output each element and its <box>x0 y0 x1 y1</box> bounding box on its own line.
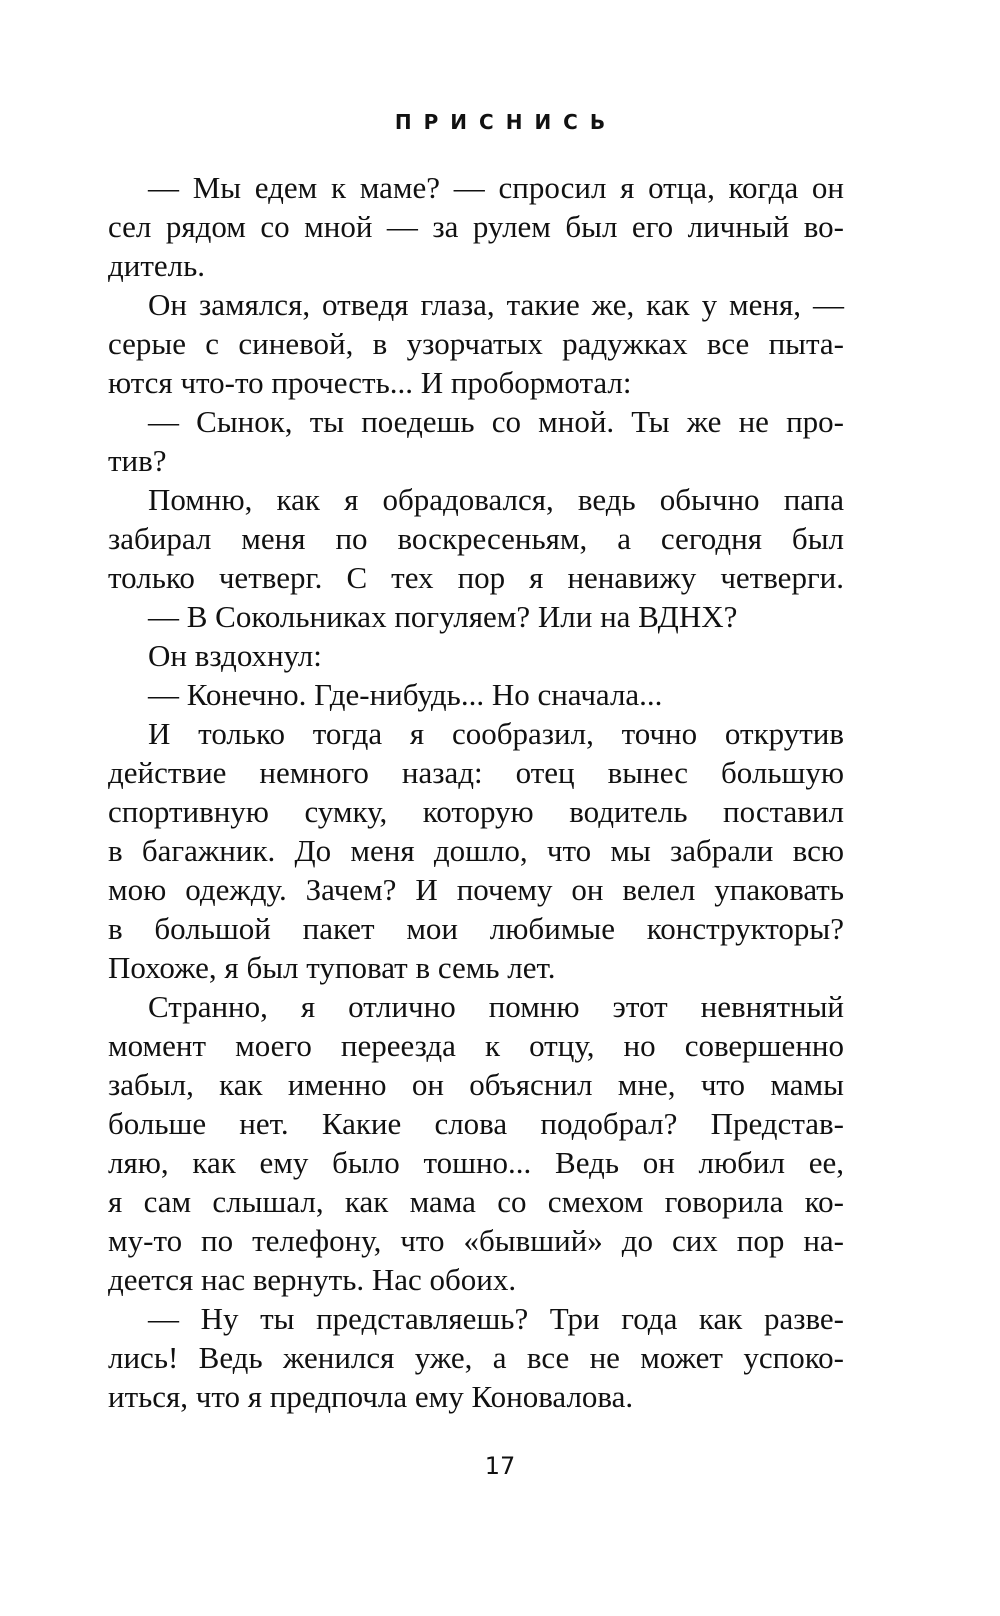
running-head: ПРИСНИСЬ <box>394 110 618 134</box>
text-line: только четверг. С тех пор я ненавижу четверги. <box>108 560 844 595</box>
text-line: забирал меня по воскресеньям, а сегодня был <box>108 521 844 556</box>
text-line: ются что-то прочесть... И пробормотал: <box>108 365 632 400</box>
text-line: серые с синевой, в узорчатых радужках все пыта- <box>108 326 844 361</box>
text-line: действие немного назад: отец вынес большую <box>108 755 844 790</box>
text-line: — Сынок, ты поедешь со мной. Ты же не про- <box>148 404 844 439</box>
text-line: му-то по телефону, что «бывший» до сих пор на- <box>108 1223 844 1258</box>
text-line: спортивную сумку, которую водитель поставил <box>108 794 844 829</box>
text-line: Он замялся, отведя глаза, такие же, как у меня, — <box>148 287 844 322</box>
text-line: мою одежду. Зачем? И почему он велел упаковать <box>108 872 844 907</box>
text-line: в багажник. До меня дошло, что мы забрали всю <box>108 833 844 868</box>
text-line: — Конечно. Где-нибудь... Но сначала... <box>148 677 663 712</box>
text-line: Странно, я отлично помню этот невнятный <box>148 989 844 1024</box>
text-line: И только тогда я сообразил, точно открутив <box>148 716 844 751</box>
text-line: лись! Ведь женился уже, а все не может успоко- <box>108 1340 844 1375</box>
text-line: — Мы едем к маме? — спросил я отца, когда он <box>148 170 844 205</box>
body-text <box>108 168 844 1416</box>
text-line: — В Сокольниках погуляем? Или на ВДНХ? <box>148 599 738 634</box>
text-line: иться, что я предпочла ему Коновалова. <box>108 1379 634 1414</box>
text-line: тив? <box>108 443 167 478</box>
text-line: дитель. <box>108 248 206 283</box>
text-line: Помню, как я обрадовался, ведь обычно папа <box>148 482 844 517</box>
text-line: в большой пакет мои любимые конструкторы? <box>108 911 844 946</box>
page-number: 17 <box>484 1452 516 1480</box>
text-line: деется нас вернуть. Нас обоих. <box>108 1262 517 1297</box>
text-line: момент моего переезда к отцу, но совершенно <box>108 1028 844 1063</box>
text-line: забыл, как именно он объяснил мне, что мамы <box>108 1067 844 1102</box>
text-line: Он вздохнул: <box>148 638 322 673</box>
text-line: я сам слышал, как мама со смехом говорила ко- <box>108 1184 844 1219</box>
text-line: больше нет. Какие слова подобрал? Представ- <box>108 1106 844 1141</box>
text-line: сел рядом со мной — за рулем был его личный во- <box>108 209 844 244</box>
text-line: — Ну ты представляешь? Три года как разве- <box>148 1301 844 1336</box>
text-line: Похоже, я был туповат в семь лет. <box>108 950 556 985</box>
text-line: ляю, как ему было тошно... Ведь он любил ее, <box>108 1145 844 1180</box>
